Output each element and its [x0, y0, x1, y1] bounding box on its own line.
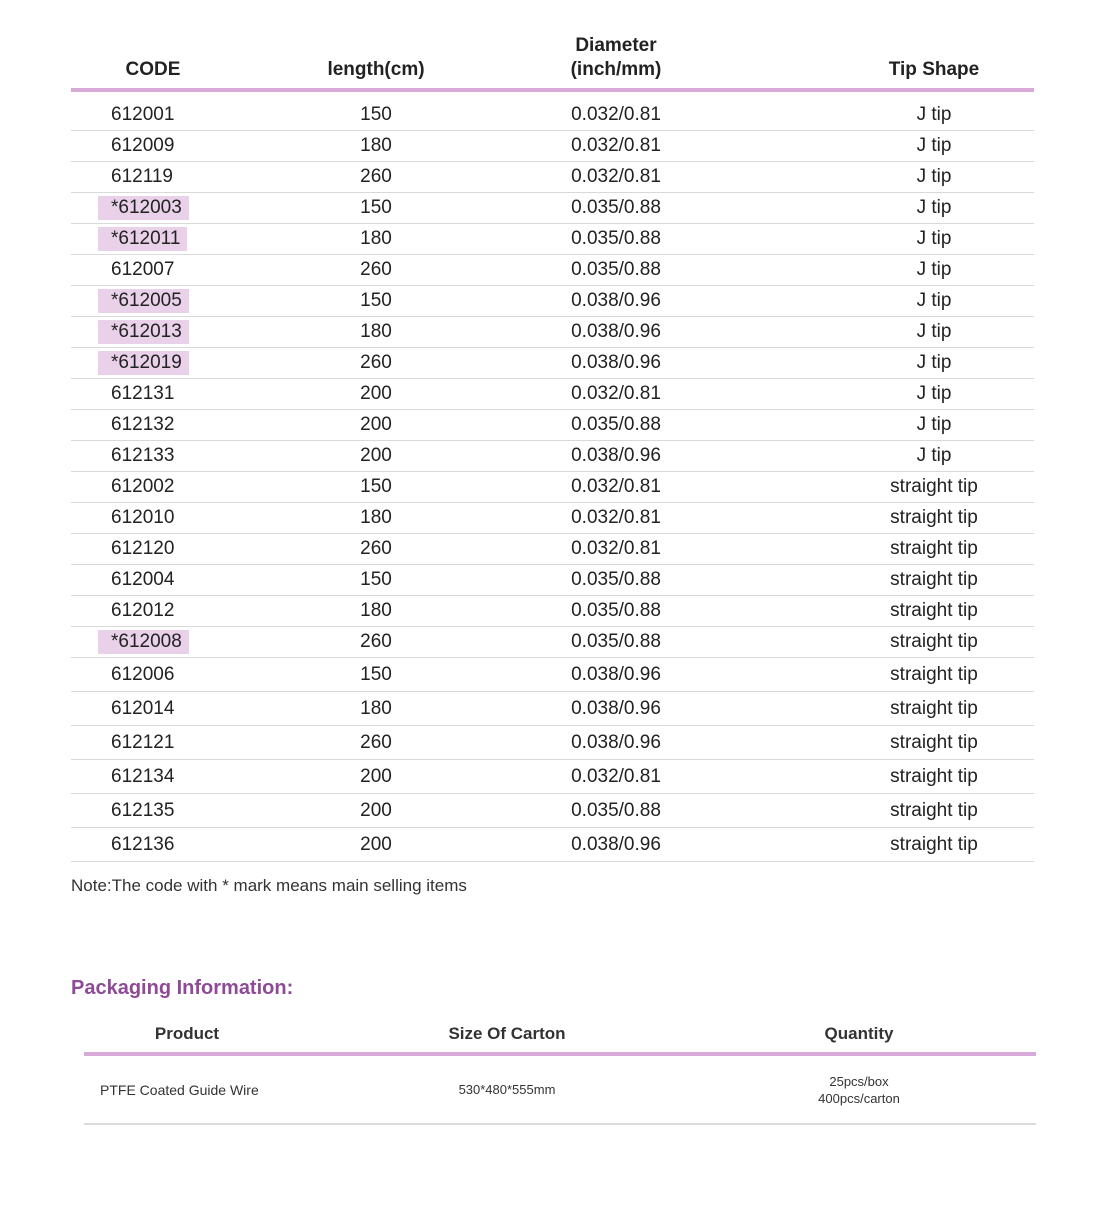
table-row: [71, 193, 1034, 224]
cell-diameter: 0.035/0.88: [571, 569, 661, 590]
cell-length: 260: [360, 538, 392, 559]
cell-diameter: 0.035/0.88: [571, 228, 661, 249]
cell-tip-shape: J tip: [916, 352, 952, 373]
table-row: [71, 100, 1034, 131]
header-diameter-line1: Diameter: [575, 35, 657, 56]
code-value-main-item: *612003: [98, 196, 189, 220]
code-value: 612002: [111, 476, 175, 497]
code-value: 612121: [111, 731, 175, 753]
code-value: 612136: [111, 833, 175, 855]
cell-code: [111, 472, 243, 502]
product-table: [71, 28, 1034, 862]
cell-diameter: 0.035/0.88: [571, 600, 661, 621]
code-value: 612014: [111, 697, 175, 719]
cell-length: 260: [360, 631, 392, 652]
cell-diameter: 0.032/0.81: [571, 135, 661, 156]
cell-code: [111, 726, 243, 759]
cell-code: [111, 794, 243, 827]
table-row: [71, 441, 1034, 472]
cell-length: 200: [360, 414, 392, 435]
cell-code: [111, 255, 243, 285]
cell-code: [111, 565, 243, 595]
table-row: [71, 224, 1034, 255]
packaging-header-product: Product: [154, 1024, 220, 1043]
table-row: [71, 162, 1034, 193]
table-row: [71, 503, 1034, 534]
cell-length: 260: [360, 352, 392, 373]
cell-diameter: 0.038/0.96: [571, 290, 661, 311]
cell-code: [111, 692, 243, 725]
cell-tip-shape: J tip: [916, 166, 952, 187]
cell-code: [111, 658, 243, 691]
cell-code: [111, 131, 243, 161]
cell-tip-shape: straight tip: [890, 538, 978, 559]
cell-code: [111, 317, 243, 347]
cell-diameter: 0.032/0.81: [571, 476, 661, 497]
cell-tip-shape: straight tip: [890, 833, 978, 855]
cell-length: 150: [360, 197, 392, 218]
code-value: 612132: [111, 414, 175, 435]
code-value: 612004: [111, 569, 175, 590]
cell-diameter: 0.038/0.96: [571, 663, 661, 685]
table-row: [71, 348, 1034, 379]
cell-length: 150: [360, 290, 392, 311]
table-row: [71, 596, 1034, 627]
table-row: [71, 472, 1034, 503]
cell-length: 260: [360, 259, 392, 280]
table-row: [71, 131, 1034, 162]
cell-code: [111, 828, 243, 861]
packaging-table: [84, 1020, 1036, 1125]
cell-length: 150: [360, 104, 392, 125]
code-value-main-item: *612008: [98, 630, 189, 654]
cell-length: 260: [360, 166, 392, 187]
code-value-main-item: *612005: [98, 289, 189, 313]
packaging-quantity-carton: 400pcs/carton: [818, 1090, 900, 1106]
cell-diameter: 0.035/0.88: [571, 197, 661, 218]
cell-diameter: 0.035/0.88: [571, 414, 661, 435]
header-tip-shape: Tip Shape: [888, 59, 980, 80]
cell-length: 180: [360, 697, 392, 719]
code-value-main-item: *612013: [98, 320, 189, 344]
cell-tip-shape: J tip: [916, 228, 952, 249]
table-row: [71, 794, 1034, 828]
cell-tip-shape: straight tip: [890, 507, 978, 528]
cell-code: [111, 193, 243, 223]
cell-code: [111, 534, 243, 564]
code-value: 612006: [111, 663, 175, 685]
cell-length: 150: [360, 569, 392, 590]
cell-tip-shape: J tip: [916, 104, 952, 125]
cell-tip-shape: J tip: [916, 321, 952, 342]
cell-diameter: 0.032/0.81: [571, 765, 661, 787]
code-value: 612009: [111, 135, 175, 156]
packaging-quantity-box: 25pcs/box: [829, 1073, 889, 1089]
code-value: 612001: [111, 104, 175, 125]
cell-diameter: 0.035/0.88: [571, 631, 661, 652]
header-diameter: [541, 34, 691, 82]
packaging-header: [84, 1020, 1036, 1052]
table-row: [71, 317, 1034, 348]
table-header: [71, 28, 1034, 88]
table-row: [71, 658, 1034, 692]
cell-length: 150: [360, 476, 392, 497]
cell-tip-shape: straight tip: [890, 799, 978, 821]
cell-length: 180: [360, 135, 392, 156]
cell-length: 180: [360, 600, 392, 621]
cell-diameter: 0.038/0.96: [571, 321, 661, 342]
header-diameter-line2: (inch/mm): [570, 59, 662, 80]
code-value: 612133: [111, 445, 175, 466]
cell-diameter: 0.038/0.96: [571, 352, 661, 373]
cell-length: 200: [360, 833, 392, 855]
cell-length: 200: [360, 445, 392, 466]
cell-length: 200: [360, 383, 392, 404]
table-note: Note:The code with * mark means main selling items: [71, 876, 467, 895]
cell-diameter: 0.035/0.88: [571, 799, 661, 821]
cell-length: 260: [360, 731, 392, 753]
table-row: [71, 627, 1034, 658]
table-row: [71, 410, 1034, 441]
cell-diameter: 0.038/0.96: [571, 731, 661, 753]
cell-tip-shape: straight tip: [890, 663, 978, 685]
cell-tip-shape: straight tip: [890, 765, 978, 787]
cell-tip-shape: J tip: [916, 383, 952, 404]
packaging-quantity: [784, 1056, 934, 1123]
cell-code: [111, 410, 243, 440]
code-value: 612135: [111, 799, 175, 821]
cell-code: [111, 162, 243, 192]
cell-diameter: 0.035/0.88: [571, 259, 661, 280]
cell-diameter: 0.032/0.81: [571, 383, 661, 404]
packaging-size: 530*480*555mm: [458, 1082, 556, 1097]
cell-code: [111, 100, 243, 130]
packaging-row: [84, 1056, 1036, 1125]
cell-diameter: 0.038/0.96: [571, 697, 661, 719]
cell-code: [111, 348, 243, 378]
cell-length: 200: [360, 765, 392, 787]
code-value: 612134: [111, 765, 175, 787]
code-value-main-item: *612011: [98, 227, 187, 251]
cell-tip-shape: J tip: [916, 290, 952, 311]
table-row: [71, 565, 1034, 596]
table-row: [71, 828, 1034, 862]
table-row: [71, 379, 1034, 410]
cell-tip-shape: straight tip: [890, 731, 978, 753]
table-row: [71, 286, 1034, 317]
cell-diameter: 0.032/0.81: [571, 104, 661, 125]
cell-tip-shape: straight tip: [890, 631, 978, 652]
header-divider: [71, 88, 1034, 92]
table-row: [71, 760, 1034, 794]
code-value: 612007: [111, 259, 175, 280]
cell-code: [111, 379, 243, 409]
cell-diameter: 0.032/0.81: [571, 166, 661, 187]
code-value: 612012: [111, 600, 175, 621]
cell-length: 200: [360, 799, 392, 821]
packaging-product: PTFE Coated Guide Wire: [100, 1081, 259, 1098]
cell-diameter: 0.032/0.81: [571, 538, 661, 559]
cell-length: 150: [360, 663, 392, 685]
table-row: [71, 692, 1034, 726]
cell-tip-shape: straight tip: [890, 569, 978, 590]
cell-code: [111, 627, 243, 657]
code-value: 612010: [111, 507, 175, 528]
cell-tip-shape: straight tip: [890, 476, 978, 497]
table-row: [71, 534, 1034, 565]
header-length: length(cm): [327, 59, 425, 80]
cell-tip-shape: J tip: [916, 259, 952, 280]
code-value: 612120: [111, 538, 175, 559]
cell-diameter: 0.038/0.96: [571, 833, 661, 855]
packaging-header-size: Size Of Carton: [448, 1024, 566, 1043]
table-row: [71, 726, 1034, 760]
code-value-main-item: *612019: [98, 351, 189, 375]
packaging-heading: Packaging Information:: [71, 977, 294, 999]
code-value: 612119: [111, 166, 173, 187]
cell-tip-shape: J tip: [916, 197, 952, 218]
cell-length: 180: [360, 228, 392, 249]
table-row: [71, 255, 1034, 286]
cell-code: [111, 286, 243, 316]
cell-tip-shape: J tip: [916, 445, 952, 466]
cell-diameter: 0.038/0.96: [571, 445, 661, 466]
header-code: CODE: [125, 59, 181, 80]
cell-length: 180: [360, 507, 392, 528]
cell-tip-shape: straight tip: [890, 600, 978, 621]
cell-code: [111, 596, 243, 626]
cell-tip-shape: J tip: [916, 135, 952, 156]
packaging-header-quantity: Quantity: [824, 1024, 894, 1043]
cell-tip-shape: J tip: [916, 414, 952, 435]
cell-length: 180: [360, 321, 392, 342]
code-value: 612131: [111, 383, 175, 404]
cell-code: [111, 503, 243, 533]
cell-diameter: 0.032/0.81: [571, 507, 661, 528]
cell-tip-shape: straight tip: [890, 697, 978, 719]
cell-code: [111, 441, 243, 471]
table-body: [71, 100, 1034, 862]
cell-code: [111, 224, 243, 254]
cell-code: [111, 760, 243, 793]
